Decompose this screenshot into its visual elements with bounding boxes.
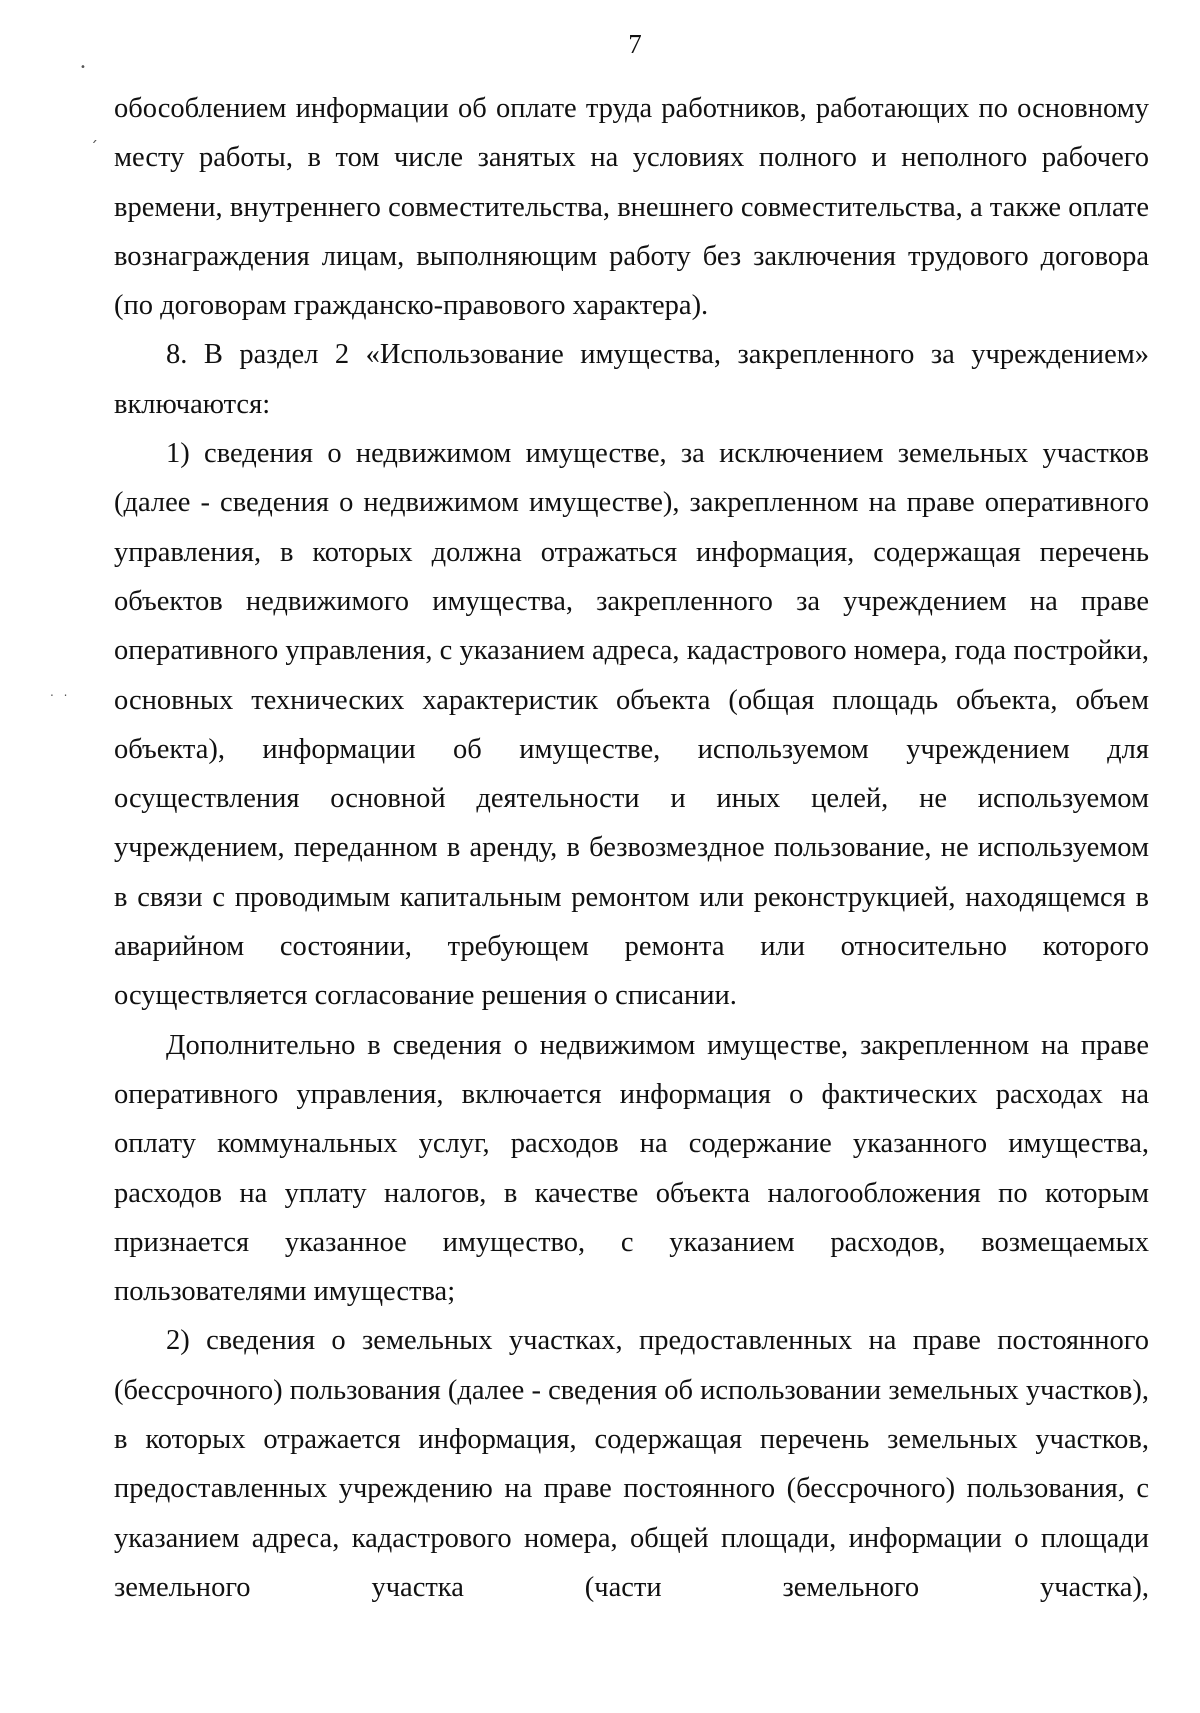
scan-dots-mark: . . xyxy=(50,685,71,699)
document-body xyxy=(114,84,1149,1612)
paragraph-item-2: 2) сведения о земельных участках, предоставленных на праве постоянного (бессрочного) пользования (далее - сведения об использовании земельных участков), в которых отражается информация, содержащая перечень земельных участков, предоставленных учреждению на праве постоянного (бессрочного) пользования, с указанием адреса, кадастрового номера, общей площади, информации о площади земельного участка (части земельного участка), xyxy=(114,1325,1149,1603)
paragraph-additional-info: Дополнительно в сведения о недвижимом имуществе, закрепленном на праве оперативного управления, включается информация о фактических расходах на оплату коммунальных услуг, расходов на содержание указанного имущества, расходов на уплату налогов, в качестве объекта налогообложения по которым признается указанное имущество, с указанием расходов, возмещаемых пользователями имущества; xyxy=(114,1029,1149,1308)
paragraph-section-8: 8. В раздел 2 «Использование имущества, закрепленного за учреждением» включаются: xyxy=(114,339,1149,420)
page-number: 7 xyxy=(628,29,642,59)
paragraph-item-1: 1) сведения о недвижимом имуществе, за исключением земельных участков (далее - сведения о недвижимом имуществе), закрепленном на праве оперативного управления, в которых должна отражаться информация, содержащая перечень объектов недвижимого имущества, закрепленного за учреждением на праве оперативного управления, с указанием адреса, кадастрового номера, года постройки, основных технических характеристик объекта (общая площадь объекта, объем объекта), информации об имуществе, используемом учреждением для осуществления основной деятельности и иных целей, не используемом учреждением, переданном в аренду, в безвозмездное пользование, не используемом в связи с проводимым капитальным ремонтом или реконструкцией, находящемся в аварийном состоянии, требующем ремонта или относительно которого осуществляется согласование решения о списании. xyxy=(114,438,1149,1012)
scan-speck-mark: • xyxy=(80,62,86,73)
scan-tick-mark: ˊ xyxy=(90,138,98,157)
paragraph-continuation: обособлением информации об оплате труда работников, работающих по основному месту работы, в том числе занятых на условиях полного и неполного рабочего времени, внутреннего совместительства, внешнего совместительства, а также оплате вознаграждения лицам, выполняющим работу без заключения трудового договора (по договорам гражданско-правового характера). xyxy=(114,93,1149,322)
